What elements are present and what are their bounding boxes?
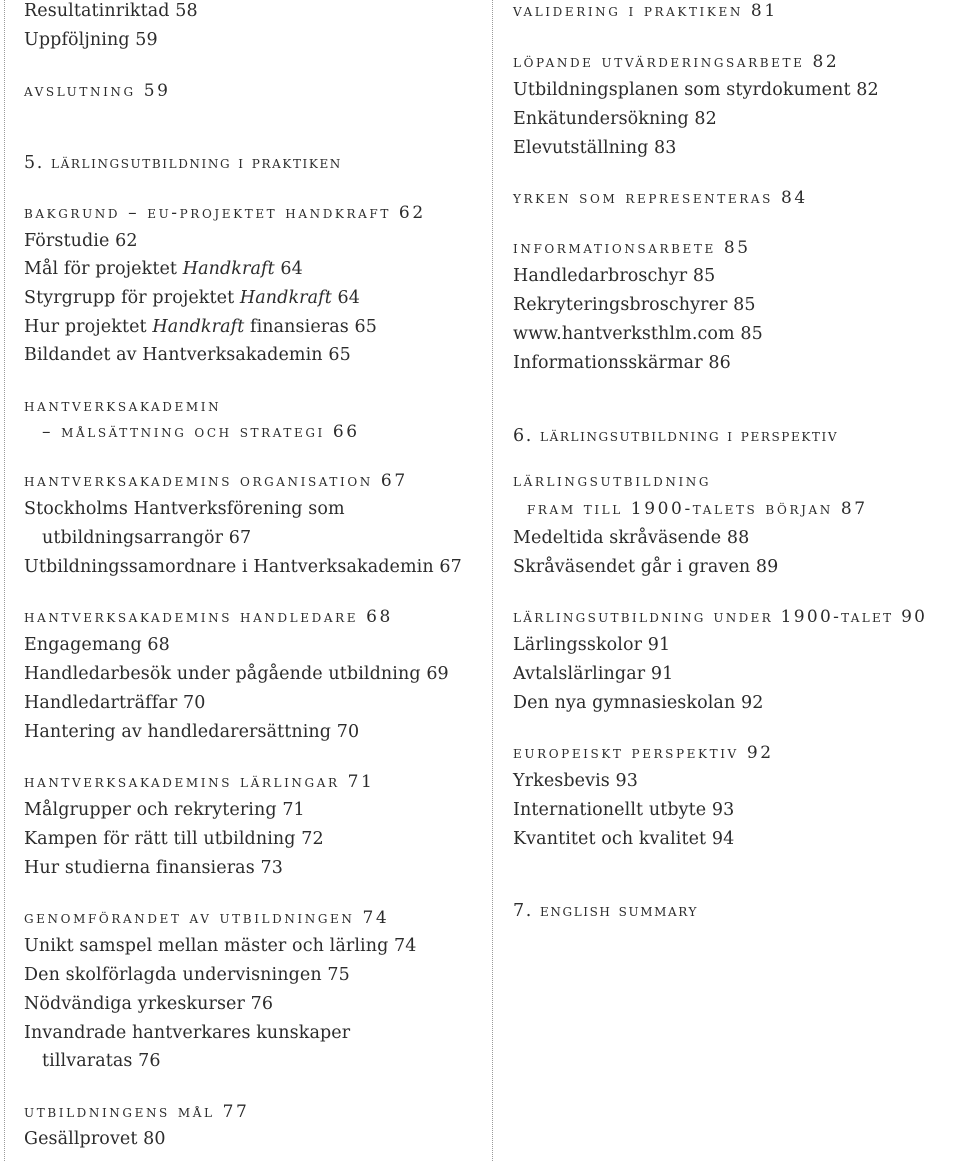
toc-entry: Medeltida skråväsende 88	[513, 528, 750, 548]
toc-chapter-heading: 6. lärlingsutbildning i perspektiv	[513, 426, 839, 446]
toc-entry: Målgrupper och rekrytering 71	[24, 800, 305, 820]
toc-section-heading: lärlingsutbildning	[513, 471, 712, 491]
toc-section-heading: validering i praktiken 81	[513, 1, 778, 21]
toc-entry: Lärlingsskolor 91	[513, 635, 671, 655]
toc-entry: Den skolförlagda undervisningen 75	[24, 965, 350, 985]
toc-section-heading: hantverksakademin	[24, 396, 222, 416]
toc-entry: Förstudie 62	[24, 231, 138, 251]
toc-section-heading: informationsarbete 85	[513, 238, 751, 258]
toc-entry: Hur studierna finansieras 73	[24, 858, 283, 878]
toc-entry: Kampen för rätt till utbildning 72	[24, 829, 324, 849]
toc-entry: utbildningsarrangör 67	[42, 528, 252, 548]
toc-section-heading: bakgrund – eu-projektet handkraft 62	[24, 203, 426, 223]
toc-entry: Resultatinriktad 58	[24, 1, 198, 21]
toc-section-heading: avslutning 59	[24, 81, 171, 101]
toc-section-heading: löpande utvärderingsarbete 82	[513, 52, 840, 72]
toc-entry: Nödvändiga yrkeskurser 76	[24, 994, 274, 1014]
toc-entry: tillvaratas 76	[42, 1051, 161, 1071]
toc-entry: Invandrade hantverkares kunskaper	[24, 1023, 351, 1043]
toc-entry: Styrgrupp för projektet Handkraft 64	[24, 288, 361, 308]
toc-entry: Elevutställning 83	[513, 138, 677, 158]
left-margin-dotted-rule	[4, 0, 5, 1161]
center-dotted-rule	[492, 0, 493, 1161]
toc-section-heading: europeiskt perspektiv 92	[513, 743, 774, 763]
toc-section-heading: genomförandet av utbildningen 74	[24, 908, 390, 928]
toc-entry: Handledarbesök under pågående utbildning 69	[24, 664, 449, 684]
toc-entry: Engagemang 68	[24, 635, 170, 655]
toc-entry: Unikt samspel mellan mäster och lärling 74	[24, 936, 417, 956]
toc-entry: Enkätundersökning 82	[513, 109, 717, 129]
toc-entry: Den nya gymnasieskolan 92	[513, 693, 764, 713]
toc-section-heading: utbildningens mål 77	[24, 1102, 250, 1122]
toc-entry: Kvantitet och kvalitet 94	[513, 829, 735, 849]
toc-entry: Stockholms Hantverksförening som	[24, 499, 345, 519]
toc-entry: Yrkesbevis 93	[513, 771, 639, 791]
toc-entry: Utbildningssamordnare i Hantverksakademin 67	[24, 557, 462, 577]
toc-section-heading: hantverksakademins organisation 67	[24, 471, 408, 491]
toc-entry: Mål för projektet Handkraft 64	[24, 259, 303, 279]
toc-entry: Avtalslärlingar 91	[513, 664, 674, 684]
toc-chapter-heading: 5. lärlingsutbildning i praktiken	[24, 153, 342, 173]
toc-section-heading: yrken som representeras 84	[513, 188, 808, 208]
toc-entry: Hur projektet Handkraft finansieras 65	[24, 317, 377, 337]
toc-entry: Rekryteringsbroschyrer 85	[513, 295, 756, 315]
toc-section-heading: hantverksakademins handledare 68	[24, 607, 393, 627]
toc-entry: Informationsskärmar 86	[513, 353, 731, 373]
toc-entry: Internationellt utbyte 93	[513, 800, 735, 820]
toc-entry: Gesällprovet 80	[24, 1129, 166, 1149]
toc-entry: Bildandet av Hantverksakademin 65	[24, 345, 351, 365]
toc-entry: Handledarbroschyr 85	[513, 266, 716, 286]
toc-section-heading: – målsättning och strategi 66	[42, 422, 360, 442]
toc-entry: Utbildningsplanen som styrdokument 82	[513, 80, 879, 100]
toc-entry: Skråväsendet går i graven 89	[513, 557, 779, 577]
toc-entry: Uppföljning 59	[24, 30, 158, 50]
toc-section-heading: hantverksakademins lärlingar 71	[24, 772, 375, 792]
toc-section-heading: fram till 1900-talets början 87	[527, 499, 868, 519]
toc-chapter-heading: 7. english summary	[513, 901, 699, 921]
toc-entry: Handledarträffar 70	[24, 693, 206, 713]
toc-section-heading: lärlingsutbildning under 1900-talet 90	[513, 607, 928, 627]
toc-entry: www.hantverksthlm.com 85	[513, 324, 763, 344]
toc-entry: Hantering av handledarersättning 70	[24, 722, 360, 742]
